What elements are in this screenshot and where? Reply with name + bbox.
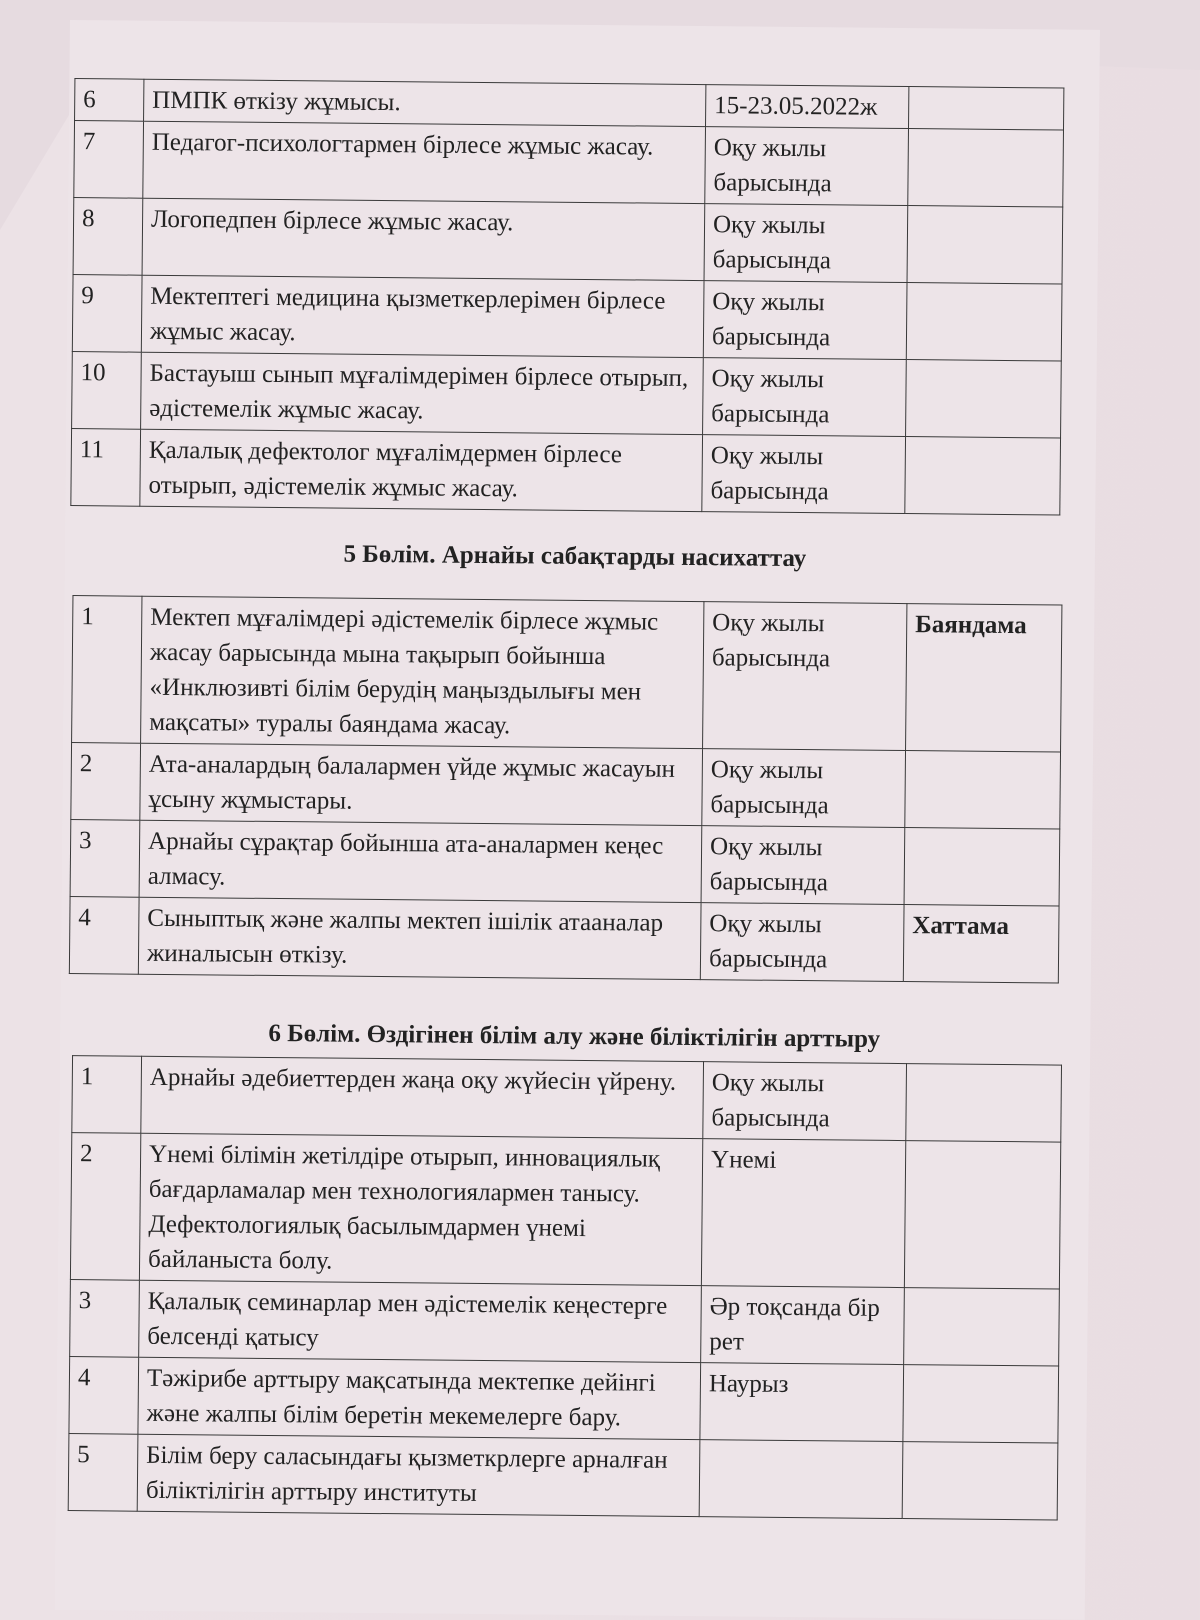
row-number: 10 — [72, 352, 142, 430]
row-number: 2 — [70, 1133, 140, 1281]
row-note — [904, 828, 1060, 906]
row-note — [903, 1365, 1059, 1443]
row-date: Оқу жылы барысында — [703, 281, 907, 360]
row-note — [906, 283, 1062, 361]
row-date: Үнемі — [701, 1139, 905, 1288]
table-row — [72, 1056, 1062, 1142]
row-note — [908, 129, 1064, 207]
row-date: Оқу жылы барысында — [702, 749, 906, 828]
row-activity: Мектептегі медицина қызметкерлерімен бірлесе жұмыс жасау. — [141, 275, 704, 357]
row-note — [906, 360, 1062, 438]
table-row — [70, 1280, 1060, 1366]
section5-title: 5 Бөлім. Арнайы сабақтарды насихаттау — [343, 540, 807, 573]
row-activity: Тәжірибе арттыру мақсатында мектепке дейінгі және жалпы білім беретін мекемелерге бару. — [138, 1357, 701, 1439]
row-number: 4 — [69, 1357, 139, 1435]
row-number: 5 — [68, 1434, 138, 1512]
section5-table — [69, 595, 1063, 983]
row-activity: Ата-аналардың балалармен үйде жұмыс жасауын ұсыну жұмыстары. — [140, 743, 703, 825]
row-date: Оқу жылы барысында — [702, 435, 906, 514]
section6-table — [68, 1055, 1062, 1520]
table-row — [70, 1133, 1060, 1289]
row-date: 15-23.05.2022ж — [706, 85, 909, 129]
row-activity: Қалалық семинарлар мен әдістемелік кеңестерге белсенді қатысу — [139, 1280, 702, 1362]
row-number: 3 — [70, 1280, 140, 1358]
row-number: 9 — [72, 275, 142, 353]
section6-title: 6 Бөлім. Өздігінен білім алу және біліктілігін арттыру — [268, 1019, 881, 1053]
table-row — [71, 743, 1061, 829]
row-date: Оқу жылы барысында — [701, 826, 905, 905]
section4-table — [70, 78, 1064, 515]
table-row — [72, 596, 1062, 752]
table-row — [74, 121, 1064, 207]
row-number: 1 — [72, 1056, 142, 1134]
row-activity: Қалалық дефектолог мұғалімдермен бірлесе отырып, әдістемелік жұмыс жасау. — [140, 429, 703, 511]
table-row — [70, 820, 1060, 906]
row-note — [905, 437, 1061, 515]
row-note — [904, 1141, 1060, 1289]
row-number: 7 — [74, 121, 144, 199]
row-note: Хаттама — [903, 905, 1059, 983]
row-note: Баяндама — [906, 604, 1062, 752]
row-date: Оқу жылы барысында — [704, 204, 908, 283]
row-activity: ПМПК өткізу жұмысы. — [144, 79, 706, 126]
table-row — [69, 897, 1059, 983]
row-activity: Сыныптық және жалпы мектеп ішілік атааналар жиналысын өткізу. — [138, 897, 701, 979]
row-date — [699, 1440, 903, 1519]
row-date: Наурыз — [700, 1363, 904, 1442]
table-row — [68, 1434, 1058, 1520]
row-number: 1 — [72, 596, 142, 744]
row-date: Әр тоқсанда бір рет — [701, 1286, 905, 1365]
row-activity: Білім беру саласындағы қызметкрлерге арналған біліктілігін арттыру институты — [137, 1434, 700, 1516]
table-row — [71, 429, 1061, 515]
table-row — [72, 275, 1062, 361]
row-activity: Бастауыш сынып мұғалімдерімен бірлесе отырып, әдістемелік жұмыс жасау. — [141, 352, 704, 434]
row-activity: Арнайы әдебиеттерден жаңа оқу жүйесін үйрену. — [141, 1056, 704, 1138]
row-note — [905, 751, 1061, 829]
row-date: Оқу жылы барысында — [703, 358, 907, 437]
row-number: 3 — [70, 820, 140, 898]
row-note — [904, 1288, 1060, 1366]
row-number: 6 — [75, 79, 144, 122]
row-date: Оқу жылы барысында — [700, 903, 904, 982]
row-number: 4 — [69, 897, 139, 975]
table-row — [72, 352, 1062, 438]
row-activity: Арнайы сұрақтар бойынша ата-аналармен кеңес алмасу. — [139, 820, 702, 902]
row-activity: Педагог-психологтармен бірлесе жұмыс жасау. — [143, 121, 706, 203]
row-number: 11 — [71, 429, 141, 507]
row-activity: Мектеп мұғалімдері әдістемелік бірлесе жұмыс жасау барысында мына тақырып бойынша «Инклюзивті білім берудің маңыздылығы мен мақсаты» туралы баяндама жасау. — [141, 596, 704, 748]
row-activity: Логопедпен бірлесе жұмыс жасау. — [142, 198, 705, 280]
table-row — [73, 198, 1063, 284]
row-date: Оқу жылы барысында — [705, 127, 909, 206]
row-note — [902, 1442, 1058, 1520]
row-activity: Үнемі білімін жетілдіре отырып, инновациялық бағдарламалар мен технологиялармен танысу. Дефектологиялық басылымдармен үнемі байланыста болу. — [139, 1133, 702, 1285]
table-row — [69, 1357, 1059, 1443]
row-note — [907, 206, 1063, 284]
row-date: Оқу жылы барысында — [703, 1062, 907, 1141]
row-note — [906, 1064, 1062, 1142]
row-date: Оқу жылы барысында — [703, 602, 907, 751]
row-note — [908, 87, 1063, 130]
document-page — [55, 20, 1100, 1620]
row-number: 8 — [73, 198, 143, 276]
row-number: 2 — [71, 743, 141, 821]
